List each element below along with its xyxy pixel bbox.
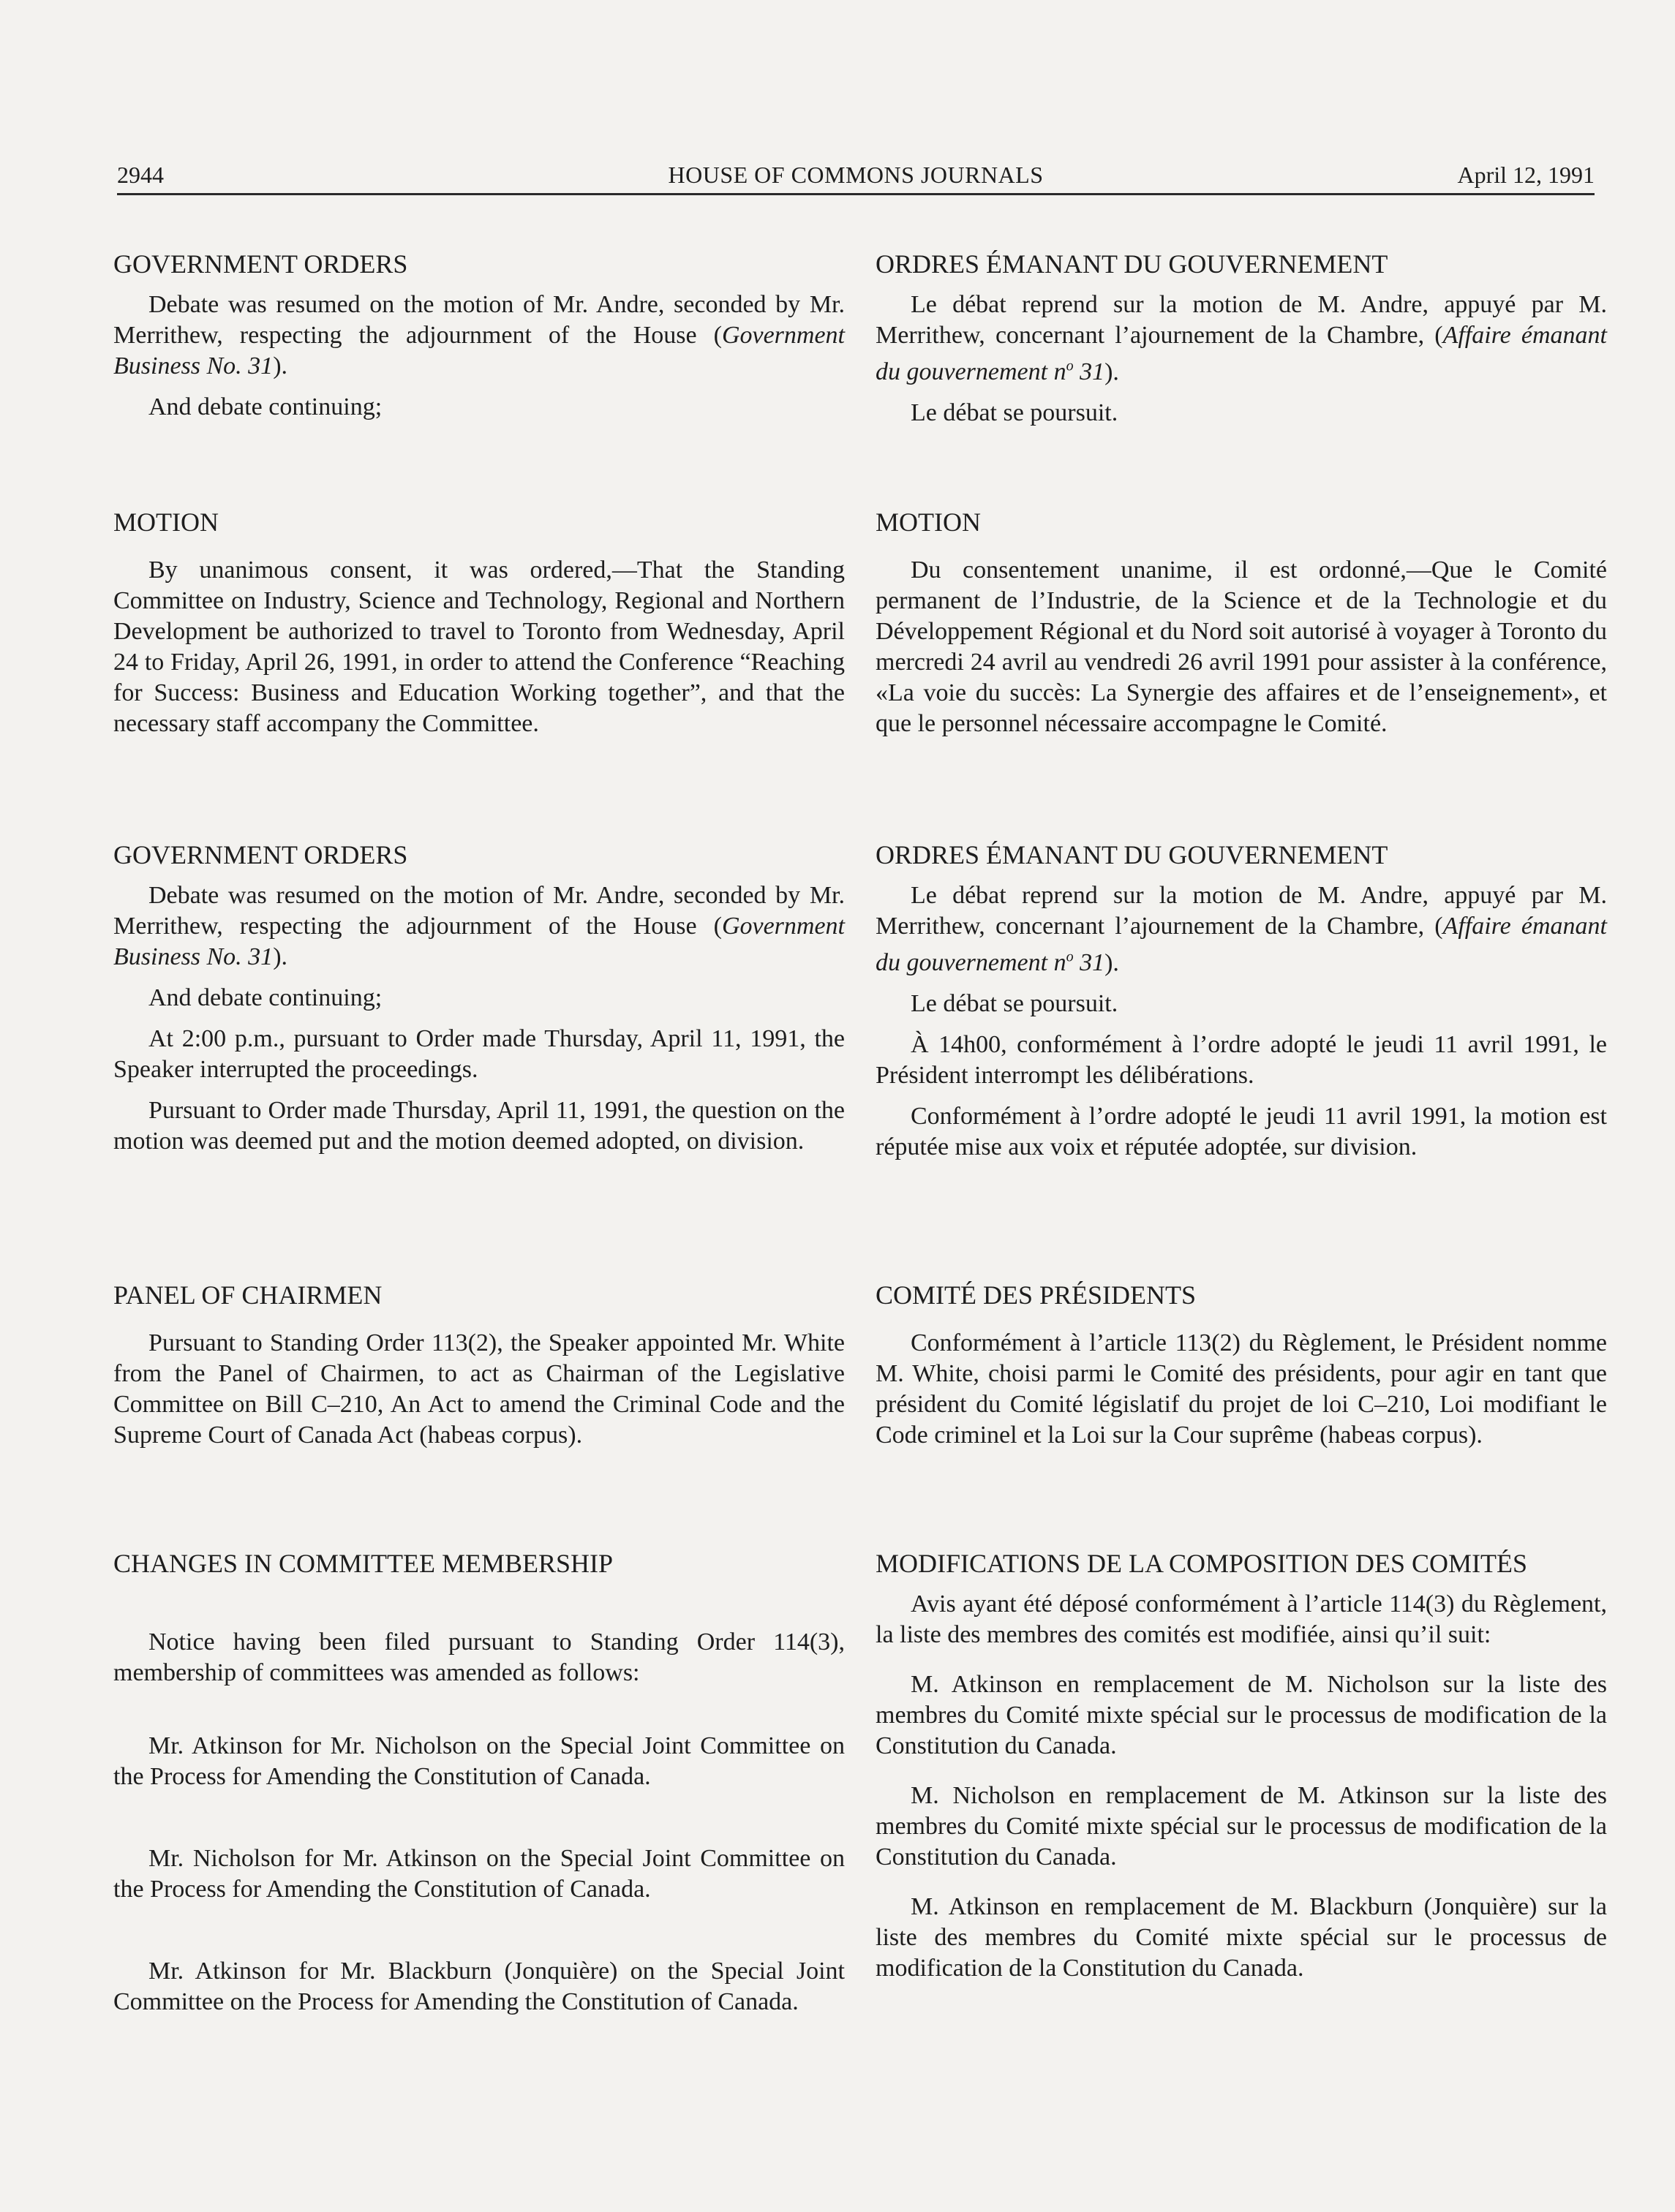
en-section-government-orders-2 <box>113 839 845 1157</box>
paragraph: Debate was resumed on the motion of Mr. Andre, seconded by Mr. Merrithew, respecting the adjournment of the House (Government Business No. 31). <box>113 291 845 380</box>
section-heading: ORDRES ÉMANANT DU GOUVERNEMENT <box>876 840 1388 869</box>
paragraph: Debate was resumed on the motion of Mr. Andre, seconded by Mr. Merrithew, respecting the adjournment of the House (Government Business No. 31). <box>113 882 845 970</box>
paragraph: Mr. Atkinson for Mr. Blackburn (Jonquière) on the Special Joint Committee on the Process for Amending the Constitution of Canada. <box>113 1958 845 2015</box>
paragraph: And debate continuing; <box>148 984 383 1011</box>
paragraph: Du consentement unanime, il est ordonné,—Que le Comité permanent de l’Industrie, de la Science et de la Technologie et du Développement Régional et du Nord soit autorisé à voyager à Toronto du mercredi 24 avril au vendredi 26 avril 1991 pour assister à la conférence, «La voie du succès: La Synergie des affaires et de l’enseignement», et que le personnel nécessaire accompagne le Comité. <box>876 556 1607 737</box>
paragraph: Le débat reprend sur la motion de M. Andre, appuyé par M. Merrithew, concernant l’ajournement de la Chambre, (Affaire émanant du gouvernement $n^o$ 31). <box>876 882 1607 977</box>
paragraph: Avis ayant été déposé conformément à l’article 114(3) du Règlement, la liste des membres des comités est modifiée, ainsi qu’il suit: <box>876 1590 1607 1648</box>
section-heading: COMITÉ DES PRÉSIDENTS <box>876 1280 1197 1310</box>
section-heading: GOVERNMENT ORDERS <box>113 840 408 869</box>
section-heading: MODIFICATIONS DE LA COMPOSITION DES COMITÉS <box>876 1549 1528 1578</box>
paragraph: Mr. Atkinson for Mr. Nicholson on the Special Joint Committee on the Process for Amending the Constitution of Canada. <box>113 1732 845 1790</box>
paragraph: Le débat se poursuit. <box>911 990 1118 1018</box>
paragraph: Pursuant to Standing Order 113(2), the Speaker appointed Mr. White from the Panel of Chairmen, to act as Chairman of the Legislative Committee on Bill C–210, An Act to amend the Criminal Code and the Supreme Court of Canada Act (habeas corpus). <box>113 1329 845 1449</box>
paragraph: M. Nicholson en remplacement de M. Atkinson sur la liste des membres du Comité mixte spécial sur le processus de modification de la Constitution du Canada. <box>876 1782 1607 1871</box>
fr-section-composition-des-comites <box>876 1548 1607 1984</box>
page-header <box>117 155 1595 195</box>
paragraph: M. Atkinson en remplacement de M. Nicholson sur la liste des membres du Comité mixte spécial sur le processus de modification de la Constitution du Canada. <box>876 1671 1607 1759</box>
journal-date: April 12, 1991 <box>1457 162 1595 188</box>
fr-section-motion <box>876 507 1607 739</box>
paragraph: Conformément à l’ordre adopté le jeudi 11 avril 1991, la motion est réputée mise aux voix et réputée adoptée, sur division. <box>876 1103 1607 1161</box>
fr-section-comite-des-presidents <box>876 1280 1607 1451</box>
paragraph: Le débat reprend sur la motion de M. Andre, appuyé par M. Merrithew, concernant l’ajournement de la Chambre, (Affaire émanant du gouvernement $n^o$ 31). <box>876 291 1607 386</box>
paragraph: Conformément à l’article 113(2) du Règlement, le Président nomme M. White, choisi parmi le Comité des présidents, pour agir en tant que président du Comité législatif du projet de loi C–210, Loi modifiant le Code criminel et la Loi sur la Cour suprême (habeas corpus). <box>876 1329 1607 1449</box>
en-section-panel-of-chairmen <box>113 1280 845 1451</box>
section-heading: MOTION <box>113 507 219 537</box>
section-heading: MOTION <box>876 507 981 537</box>
page-number: 2944 <box>117 162 164 188</box>
fr-section-ordres-1 <box>876 249 1607 429</box>
en-section-committee-membership <box>113 1548 845 2017</box>
section-heading: CHANGES IN COMMITTEE MEMBERSHIP <box>113 1549 614 1578</box>
paragraph: À 14h00, conformément à l’ordre adopté le jeudi 11 avril 1991, le Président interrompt les délibérations. <box>876 1031 1607 1090</box>
section-heading: PANEL OF CHAIRMEN <box>113 1280 383 1310</box>
paragraph: Le débat se poursuit. <box>911 399 1118 427</box>
paragraph: Notice having been filed pursuant to Standing Order 114(3), membership of committees was amended as follows: <box>113 1628 845 1686</box>
en-section-motion <box>113 507 845 739</box>
paragraph: Pursuant to Order made Thursday, April 11, 1991, the question on the motion was deemed put and the motion deemed adopted, on division. <box>113 1097 845 1155</box>
en-section-government-orders-1 <box>113 249 845 423</box>
journal-title: HOUSE OF COMMONS JOURNALS <box>668 162 1044 188</box>
paragraph: M. Atkinson en remplacement de M. Blackburn (Jonquière) sur la liste des membres du Comité mixte spécial sur le processus de modification de la Constitution du Canada. <box>876 1893 1607 1982</box>
section-heading: ORDRES ÉMANANT DU GOUVERNEMENT <box>876 249 1388 279</box>
fr-section-ordres-2 <box>876 839 1607 1163</box>
paragraph: Mr. Nicholson for Mr. Atkinson on the Special Joint Committee on the Process for Amending the Constitution of Canada. <box>113 1845 845 1903</box>
section-heading: GOVERNMENT ORDERS <box>113 249 408 279</box>
paragraph: By unanimous consent, it was ordered,—That the Standing Committee on Industry, Science and Technology, Regional and Northern Development be authorized to travel to Toronto from Wednesday, April 24 to Friday, April 26, 1991, in order to attend the Conference “Reaching for Success: Business and Education Working together”, and that the necessary staff accompany the Committee. <box>113 556 845 737</box>
paragraph: And debate continuing; <box>148 393 383 420</box>
paragraph: At 2:00 p.m., pursuant to Order made Thursday, April 11, 1991, the Speaker interrupted the proceedings. <box>113 1025 845 1083</box>
